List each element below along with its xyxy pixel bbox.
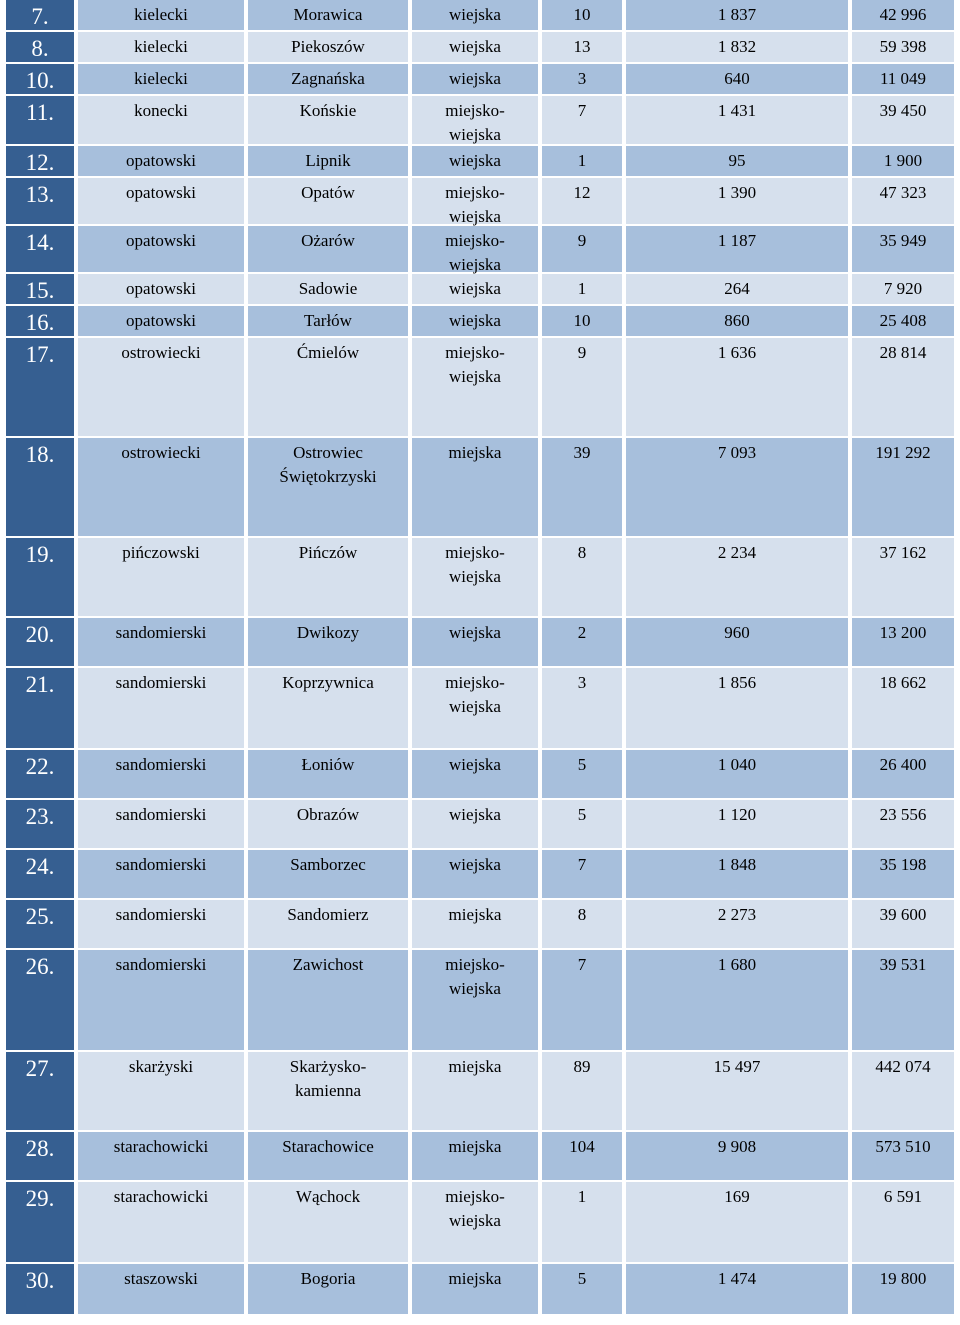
table-row [6, 950, 954, 1052]
value-b-cell: 1 390 [624, 178, 848, 224]
row-number: 30. [6, 1264, 74, 1314]
powiat-cell: sandomierski [76, 618, 244, 666]
value-b-cell: 7 093 [624, 438, 848, 536]
gmina-type-cell: miejsko- wiejska [410, 226, 538, 272]
value-c-cell: 42 996 [850, 0, 954, 30]
gmina-cell: Samborzec [246, 850, 408, 898]
table-row [6, 850, 954, 900]
powiat-cell: konecki [76, 96, 244, 144]
powiat-cell: opatowski [76, 178, 244, 224]
row-number: 23. [6, 800, 74, 848]
count-cell: 8 [540, 900, 622, 948]
count-cell: 9 [540, 338, 622, 436]
table-row [6, 668, 954, 750]
gmina-cell: Ożarów [246, 226, 408, 272]
gmina-cell: Zawichost [246, 950, 408, 1050]
value-c-cell: 13 200 [850, 618, 954, 666]
gmina-cell: Tarłów [246, 306, 408, 336]
count-cell: 5 [540, 1264, 622, 1314]
count-cell: 9 [540, 226, 622, 272]
gmina-cell: Bogoria [246, 1264, 408, 1314]
powiat-cell: pińczowski [76, 538, 244, 616]
gmina-cell: Lipnik [246, 146, 408, 176]
value-b-cell: 1 680 [624, 950, 848, 1050]
value-c-cell: 23 556 [850, 800, 954, 848]
gmina-type-cell: wiejska [410, 274, 538, 304]
table-row [6, 96, 954, 146]
row-number: 21. [6, 668, 74, 748]
powiat-cell: starachowicki [76, 1132, 244, 1180]
gmina-cell: Zagnańska [246, 64, 408, 94]
row-number: 14. [6, 226, 74, 272]
gmina-type-cell: miejsko- wiejska [410, 950, 538, 1050]
table-row [6, 1052, 954, 1132]
value-c-cell: 19 800 [850, 1264, 954, 1314]
row-number: 17. [6, 338, 74, 436]
value-c-cell: 47 323 [850, 178, 954, 224]
gmina-type-cell: miejska [410, 900, 538, 948]
gmina-cell: Łoniów [246, 750, 408, 798]
value-c-cell: 573 510 [850, 1132, 954, 1180]
powiat-cell: starachowicki [76, 1182, 244, 1262]
gmina-cell: Ostrowiec Świętokrzyski [246, 438, 408, 536]
value-b-cell: 1 040 [624, 750, 848, 798]
gmina-type-cell: wiejska [410, 306, 538, 336]
value-b-cell: 2 234 [624, 538, 848, 616]
table-row [6, 618, 954, 668]
value-c-cell: 18 662 [850, 668, 954, 748]
table-row [6, 0, 954, 32]
value-b-cell: 1 636 [624, 338, 848, 436]
powiat-cell: ostrowiecki [76, 438, 244, 536]
powiat-cell: skarżyski [76, 1052, 244, 1130]
gmina-cell: Końskie [246, 96, 408, 144]
gmina-type-cell: miejsko- wiejska [410, 96, 538, 144]
count-cell: 7 [540, 850, 622, 898]
powiat-cell: sandomierski [76, 850, 244, 898]
row-number: 29. [6, 1182, 74, 1262]
value-b-cell: 960 [624, 618, 848, 666]
powiat-cell: sandomierski [76, 950, 244, 1050]
table-row [6, 32, 954, 64]
count-cell: 1 [540, 274, 622, 304]
value-c-cell: 442 074 [850, 1052, 954, 1130]
row-number: 22. [6, 750, 74, 798]
row-number: 13. [6, 178, 74, 224]
value-b-cell: 1 120 [624, 800, 848, 848]
gmina-type-cell: wiejska [410, 800, 538, 848]
value-b-cell: 1 431 [624, 96, 848, 144]
value-c-cell: 37 162 [850, 538, 954, 616]
gmina-cell: Skarżysko- kamienna [246, 1052, 408, 1130]
row-number: 7. [6, 0, 74, 30]
count-cell: 1 [540, 1182, 622, 1262]
powiat-cell: opatowski [76, 146, 244, 176]
table-row [6, 900, 954, 950]
gmina-cell: Sandomierz [246, 900, 408, 948]
row-number: 16. [6, 306, 74, 336]
value-b-cell: 640 [624, 64, 848, 94]
value-c-cell: 11 049 [850, 64, 954, 94]
value-c-cell: 191 292 [850, 438, 954, 536]
row-number: 26. [6, 950, 74, 1050]
value-b-cell: 2 273 [624, 900, 848, 948]
gmina-cell: Ćmielów [246, 338, 408, 436]
gmina-type-cell: miejsko- wiejska [410, 668, 538, 748]
count-cell: 3 [540, 64, 622, 94]
gmina-type-cell: wiejska [410, 750, 538, 798]
table-row [6, 146, 954, 178]
powiat-cell: kielecki [76, 32, 244, 62]
gmina-type-cell: wiejska [410, 618, 538, 666]
gmina-type-cell: wiejska [410, 146, 538, 176]
powiat-cell: kielecki [76, 0, 244, 30]
gmina-cell: Sadowie [246, 274, 408, 304]
gmina-type-cell: miejska [410, 1132, 538, 1180]
gmina-cell: Pińczów [246, 538, 408, 616]
value-c-cell: 26 400 [850, 750, 954, 798]
table-row [6, 1182, 954, 1264]
row-number: 8. [6, 32, 74, 62]
gmina-cell: Wąchock [246, 1182, 408, 1262]
value-b-cell: 9 908 [624, 1132, 848, 1180]
count-cell: 3 [540, 668, 622, 748]
value-c-cell: 25 408 [850, 306, 954, 336]
table-row [6, 274, 954, 306]
value-b-cell: 264 [624, 274, 848, 304]
count-cell: 12 [540, 178, 622, 224]
gmina-cell: Dwikozy [246, 618, 408, 666]
value-c-cell: 7 920 [850, 274, 954, 304]
powiat-cell: staszowski [76, 1264, 244, 1314]
value-c-cell: 35 949 [850, 226, 954, 272]
row-number: 19. [6, 538, 74, 616]
gmina-type-cell: miejsko- wiejska [410, 1182, 538, 1262]
row-number: 27. [6, 1052, 74, 1130]
gmina-type-cell: miejska [410, 438, 538, 536]
table-row [6, 306, 954, 338]
powiat-cell: opatowski [76, 274, 244, 304]
powiat-cell: opatowski [76, 306, 244, 336]
gmina-cell: Obrazów [246, 800, 408, 848]
value-b-cell: 95 [624, 146, 848, 176]
powiat-cell: sandomierski [76, 800, 244, 848]
powiat-cell: sandomierski [76, 668, 244, 748]
value-c-cell: 1 900 [850, 146, 954, 176]
count-cell: 8 [540, 538, 622, 616]
table-row [6, 750, 954, 800]
value-c-cell: 39 600 [850, 900, 954, 948]
table-row [6, 438, 954, 538]
value-c-cell: 6 591 [850, 1182, 954, 1262]
count-cell: 2 [540, 618, 622, 666]
row-number: 12. [6, 146, 74, 176]
powiat-cell: sandomierski [76, 750, 244, 798]
gmina-type-cell: miejsko- wiejska [410, 338, 538, 436]
gmina-type-cell: wiejska [410, 0, 538, 30]
count-cell: 7 [540, 96, 622, 144]
table-row [6, 1132, 954, 1182]
table-row [6, 538, 954, 618]
value-b-cell: 1 856 [624, 668, 848, 748]
count-cell: 13 [540, 32, 622, 62]
gmina-type-cell: wiejska [410, 850, 538, 898]
row-number: 15. [6, 274, 74, 304]
gmina-cell: Piekoszów [246, 32, 408, 62]
count-cell: 89 [540, 1052, 622, 1130]
value-b-cell: 1 474 [624, 1264, 848, 1314]
powiat-cell: opatowski [76, 226, 244, 272]
gmina-type-cell: miejsko- wiejska [410, 538, 538, 616]
gmina-cell: Starachowice [246, 1132, 408, 1180]
gmina-type-cell: wiejska [410, 64, 538, 94]
row-number: 28. [6, 1132, 74, 1180]
gmina-type-cell: wiejska [410, 32, 538, 62]
table-row [6, 226, 954, 274]
gmina-cell: Koprzywnica [246, 668, 408, 748]
value-c-cell: 39 450 [850, 96, 954, 144]
value-b-cell: 1 187 [624, 226, 848, 272]
gmina-type-cell: miejska [410, 1264, 538, 1314]
row-number: 25. [6, 900, 74, 948]
value-c-cell: 35 198 [850, 850, 954, 898]
value-b-cell: 1 848 [624, 850, 848, 898]
value-b-cell: 1 832 [624, 32, 848, 62]
count-cell: 104 [540, 1132, 622, 1180]
table-row [6, 800, 954, 850]
table-row [6, 64, 954, 96]
value-b-cell: 1 837 [624, 0, 848, 30]
table-row [6, 338, 954, 438]
row-number: 24. [6, 850, 74, 898]
gmina-cell: Opatów [246, 178, 408, 224]
data-table [6, 0, 954, 1316]
count-cell: 7 [540, 950, 622, 1050]
powiat-cell: kielecki [76, 64, 244, 94]
value-c-cell: 59 398 [850, 32, 954, 62]
value-c-cell: 28 814 [850, 338, 954, 436]
gmina-cell: Morawica [246, 0, 408, 30]
count-cell: 10 [540, 0, 622, 30]
count-cell: 1 [540, 146, 622, 176]
gmina-type-cell: miejska [410, 1052, 538, 1130]
gmina-type-cell: miejsko- wiejska [410, 178, 538, 224]
count-cell: 5 [540, 750, 622, 798]
row-number: 11. [6, 96, 74, 144]
row-number: 20. [6, 618, 74, 666]
table-row [6, 178, 954, 226]
count-cell: 39 [540, 438, 622, 536]
value-b-cell: 860 [624, 306, 848, 336]
row-number: 10. [6, 64, 74, 94]
count-cell: 5 [540, 800, 622, 848]
value-c-cell: 39 531 [850, 950, 954, 1050]
row-number: 18. [6, 438, 74, 536]
powiat-cell: sandomierski [76, 900, 244, 948]
table-row [6, 1264, 954, 1316]
count-cell: 10 [540, 306, 622, 336]
powiat-cell: ostrowiecki [76, 338, 244, 436]
value-b-cell: 15 497 [624, 1052, 848, 1130]
value-b-cell: 169 [624, 1182, 848, 1262]
